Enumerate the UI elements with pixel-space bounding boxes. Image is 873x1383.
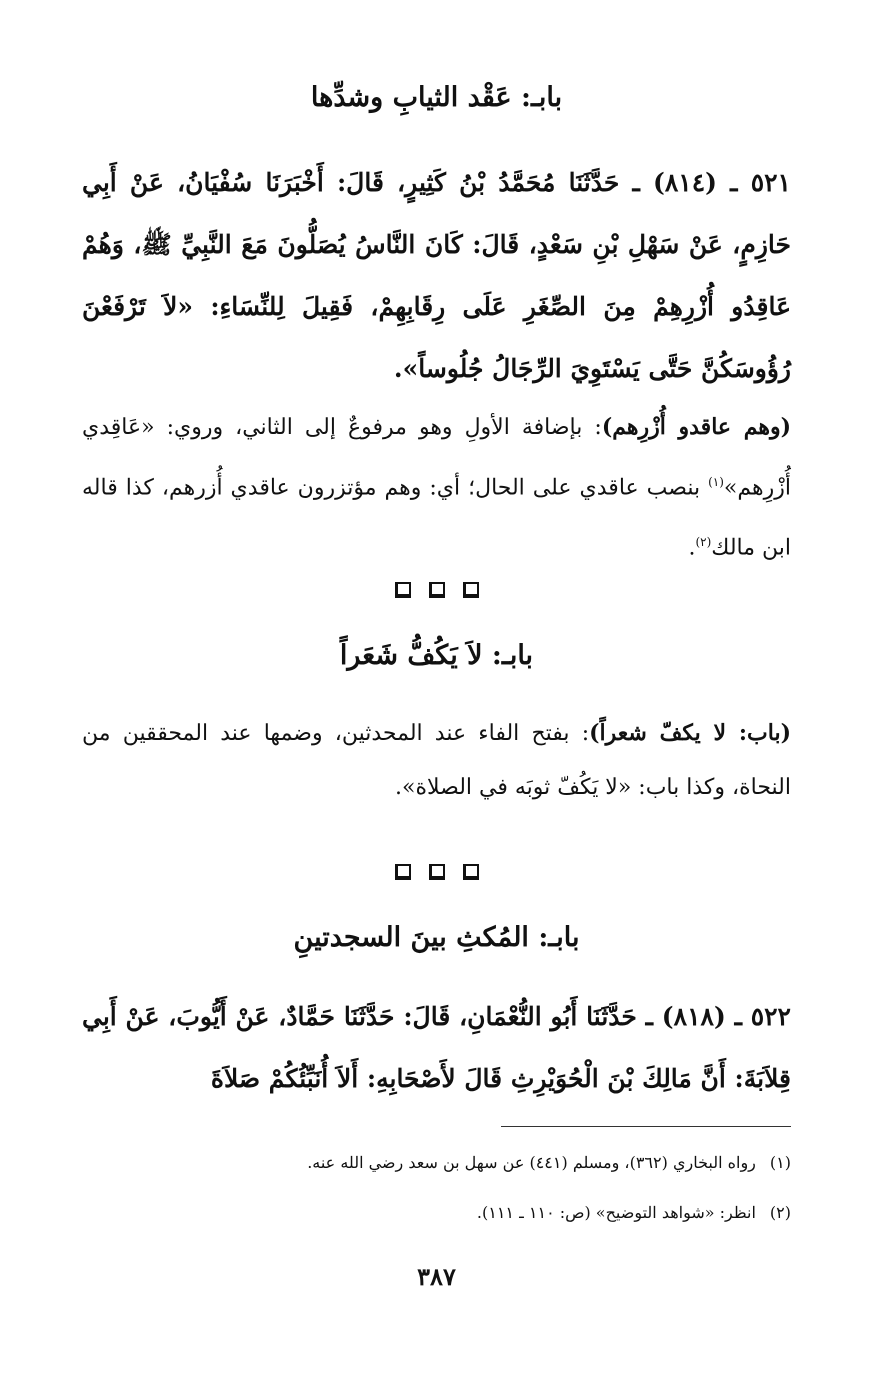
bab-label: بابـ (548, 922, 580, 953)
commentary-text: : بفتح الفاء عند المحدثين، وضمها عند المحققين من النحاة، وكذا باب: «لا يَكُفّ ثوبَه في الصلاة». (82, 721, 791, 800)
book-page (82, 0, 791, 1383)
hadith-522: ٥٢٢ ـ (٨١٨) ـ حَدَّثَنَا أَبُو النُّعْمَانِ، قَالَ: حَدَّثَنَا حَمَّادٌ، عَنْ أَيُّوبَ، عَنْ أَبِي قِلاَبَةَ: أَنَّ مَالِكَ بْنَ الْحُوَيْرِثِ قَالَ لأَصْحَابِهِ: أَلاَ أُنَبِّئُكُمْ صَلاَةَ (82, 1002, 791, 1093)
chapter-heading-2 (82, 640, 791, 671)
square-ornament-icon (463, 864, 479, 880)
chapter-heading-3 (82, 922, 791, 953)
chapter-title: : المُكثِ بينَ السجدتينِ (293, 922, 549, 953)
footnote-number: (١) (769, 1153, 791, 1172)
square-ornament-icon (395, 864, 411, 880)
chapter-title: : عَقْد الثيابِ وشدِّها (310, 82, 531, 113)
footnote-ref-2[interactable]: (٢) (695, 535, 712, 550)
chapter-title: : لاَ يَكُفُّ شَعَراً (339, 640, 502, 671)
commentary-text-part2: بنصب عاقدي على الحال؛ أي: وهم مؤتزرون عاقدي أُزرهم، كذا قاله ابن مالك (82, 475, 791, 561)
footnote-2 (82, 1200, 791, 1226)
square-ornament-icon (463, 582, 479, 598)
footnote-divider (501, 1126, 791, 1127)
square-ornament-icon (429, 582, 445, 598)
section-separator-2 (82, 864, 791, 884)
footnote-text: رواه البخاري (٣٦٢)، ومسلم (٤٤١) عن سهل بن سعد رضي الله عنه. (307, 1153, 756, 1172)
commentary-2 (82, 706, 791, 815)
bab-label: بابـ (501, 640, 534, 671)
footnote-1 (82, 1150, 791, 1176)
footnote-ref-1[interactable]: (١) (708, 475, 724, 489)
footnote-text: انظر: «شواهد التوضيح» (ص: ١١٠ ـ ١١١). (476, 1203, 756, 1222)
square-ornament-icon (429, 864, 445, 880)
page-number: ٣٨٧ (417, 1262, 456, 1291)
section-separator-1 (82, 582, 791, 602)
commentary-lemma: (وهم عاقدو أُزْرِهم) (601, 414, 791, 440)
footnote-number: (٢) (769, 1203, 791, 1222)
commentary-1 (82, 400, 791, 576)
commentary-lemma: (باب: لا يكفّ شعراً) (589, 720, 791, 746)
commentary-text-part1: : بإضافة الأولِ وهو مرفوعٌ إلى الثاني، وروي: «عَاقِدي أُزْرِهم» (82, 415, 791, 501)
chapter-heading-1 (82, 82, 791, 113)
hadith-521: ٥٢١ ـ (٨١٤) ـ حَدَّثَنَا مُحَمَّدُ بْنُ كَثِيرٍ، قَالَ: أَخْبَرَنَا سُفْيَانُ، عَنْ أَبِي حَازِمٍ، عَنْ سَهْلِ بْنِ سَعْدٍ، قَالَ: كَانَ النَّاسُ يُصَلُّونَ مَعَ النَّبِيِّ ﷺ، وَهُمْ عَاقِدُو أُزْرِهِمْ مِنَ الصِّغَرِ عَلَى رِقَابِهِمْ، فَقِيلَ لِلنِّسَاءِ: «لاَ تَرْفَعْنَ رُؤُوسَكُنَّ حَتَّى يَسْتَوِيَ الرِّجَالُ جُلُوساً». (82, 168, 791, 383)
bab-label: بابـ (530, 82, 563, 113)
square-ornament-icon (395, 582, 411, 598)
commentary-end: . (688, 535, 696, 561)
